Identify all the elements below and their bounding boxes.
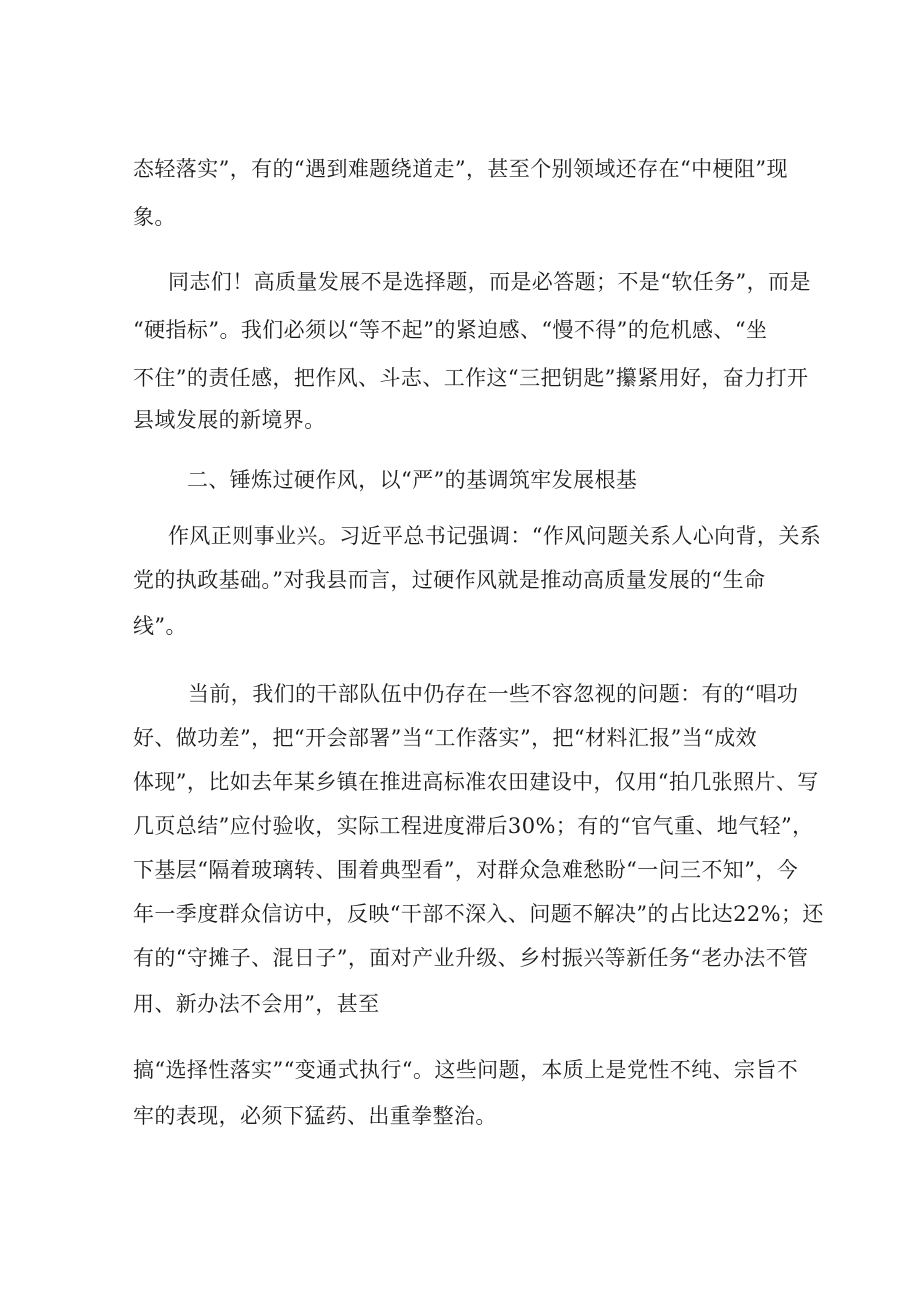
text-line: 用、新办法不会用”，甚至 [133,992,380,1016]
text-line: 县域发展的新境界。 [133,408,326,432]
text-line: 当前，我们的干部队伍中仍存在一些不容忽视的问题：有的“唱功 [188,682,799,706]
text-line: 搞“选择性落实”“变通式执行“。这些问题，本质上是党性不纯、宗旨不 [133,1058,799,1082]
text-line: 同志们！高质量发展不是选择题，而是必答题；不是“软任务”，而是 [168,270,811,294]
text-line: 不住”的责任感，把作风、斗志、工作这“三把钥匙”攥紧用好，奋力打开 [133,366,809,390]
section-heading: 二、锤炼过硬作风，以“严”的基调筑牢发展根基 [187,468,638,492]
text-line: 态轻落实”，有的“遇到难题绕道走”，甚至个别领域还存在“中梗阻”现 [133,157,788,181]
text-line: 下基层“隔着玻璃转、围着典型看”，对群众急难愁盼“一问三不知”，今 [133,858,799,882]
text-line: 党的执政基础。”对我县而言，过硬作风就是推动高质量发展的“生命 [133,568,766,592]
text-line: 作风正则事业兴。习近平总书记强调：“作风问题关系人心向背，关系 [168,524,822,548]
text-line: 牢的表现，必须下猛药、出重拳整治。 [133,1104,497,1128]
text-line: 有的“守摊子、混日子”，面对产业升级、乡村振兴等新任务“老办法不管 [133,946,809,970]
text-line: 年一季度群众信访中，反映“干部不深入、问题不解决”的占比达22%；还 [133,902,824,926]
text-line: “硬指标”。我们必须以“等不起”的紧迫感、“慢不得”的危机感、“坐 [133,318,768,342]
text-line: 几页总结”应付验收，实际工程进度滞后30%；有的“官气重、地气轻”， [133,814,814,838]
text-line: 好、做功差”，把“开会部署”当“工作落实”，把“材料汇报”当“成效 [133,726,758,750]
text-line: 线”。 [133,614,187,638]
text-line: 象。 [133,205,176,229]
text-line: 体现”，比如去年某乡镇在推进高标准农田建设中，仅用“拍几张照片、写 [133,770,819,794]
